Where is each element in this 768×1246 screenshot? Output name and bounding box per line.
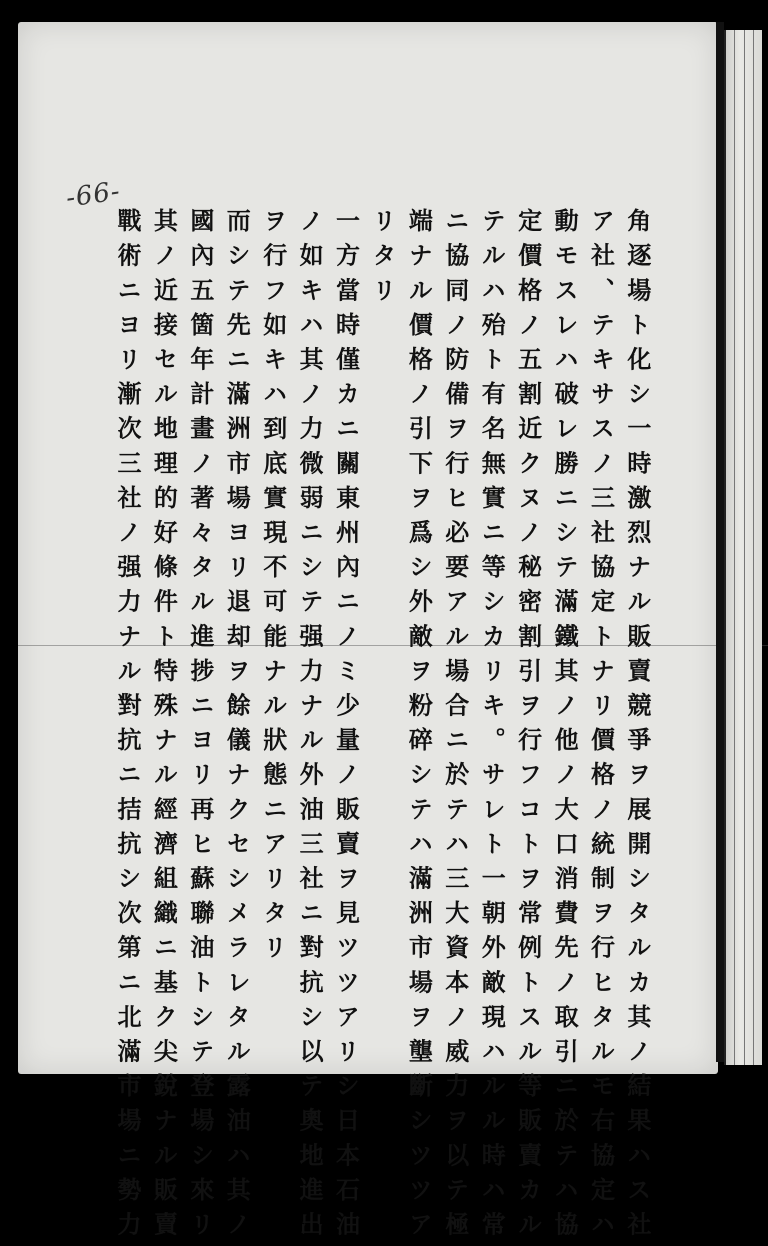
text-column: ア社、テキサスノ三社協定トナリ價格ノ統制ヲ行ヒタルモ右協定ハ — [586, 208, 616, 1246]
book-spine — [716, 22, 724, 1062]
text-column: 而シテ先ニ滿洲市場ヨリ退却ヲ餘儀ナクセシメラレタル露油ハ其ノ — [222, 208, 252, 1246]
text-column: 戰術ニヨリ漸次三社ノ强力ナル對抗ニ拮抗シ次第ニ北滿市場ニ勢力 — [113, 208, 142, 1246]
text-column: 其ノ近接セル地理的好條件ト特殊ナル經濟組織ニ基ク尖銳ナル販賣 — [149, 208, 179, 1246]
text-column: 一方當時僅カニ關東州內ニノミ少量ノ販賣ヲ見ツツアリシ日本石油 — [331, 208, 361, 1246]
page-number: -66- — [64, 176, 123, 214]
text-column: ヲ行フ如キハ到底實現不可能ナル狀態ニアリタリ — [258, 208, 288, 970]
text-column: 端ナル價格ノ引下ヲ爲シ外敵ヲ粉碎シテハ滿洲市場ヲ壟斷シツツア — [404, 208, 434, 1246]
text-column: 定價格ノ五割近クヌノ秘密割引ヲ行フコトヲ常例トスル等販賣カル — [513, 208, 543, 1246]
text-column: 動モスレハ破レ勝ニシテ滿鐵其ノ他ノ大口消費先ノ取引ニ於テハ協 — [550, 208, 580, 1246]
vertical-text-body — [112, 208, 652, 1246]
text-column: テルハ殆ト有名無實ニ等シカリキ。サレト一朝外敵現ハルル時ハ常 — [477, 208, 507, 1246]
text-column: ニ協同ノ防備ヲ行ヒ必要アル場合ニ於テハ三大資本ノ威力ヲ以テ極 — [440, 208, 470, 1246]
text-column: リタリ — [367, 208, 397, 312]
text-column: 國內五箇年計畫ノ著々タル進捗ニヨリ再ヒ蘇聯油トシテ登場シ來リ — [185, 208, 215, 1246]
text-column: 角逐場ト化シ一時激烈ナル販賣競爭ヲ展開シタルカ其ノ結果ハス社 — [622, 208, 652, 1246]
text-column: ノ如キハ其ノ力微弱ニシテ强力ナル外油三社ニ對抗シ以テ奧地進出 — [295, 208, 325, 1246]
page-edge — [724, 30, 762, 1065]
